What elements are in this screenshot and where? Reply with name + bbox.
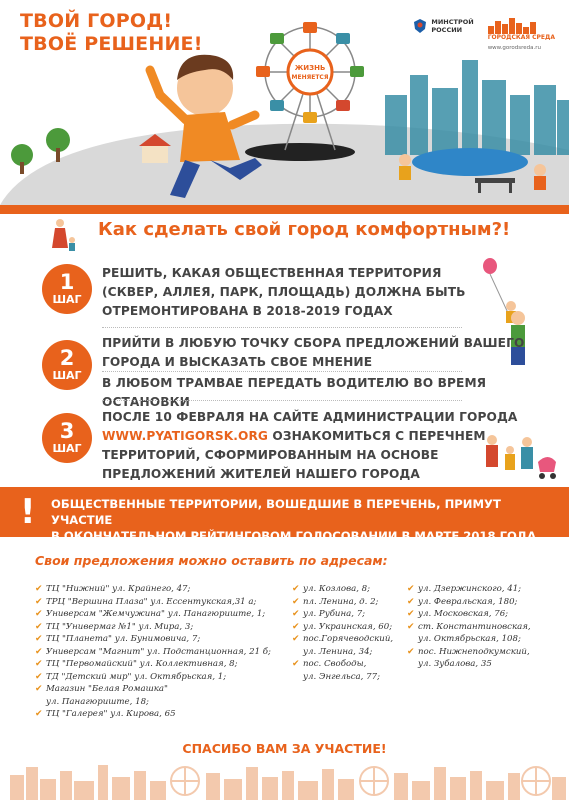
ferris-sign-line2: МЕНЯЕТСЯ — [291, 74, 329, 81]
section-title: Как сделать свой город комфортным?! — [98, 219, 511, 240]
checkmark-icon: ✔ — [292, 621, 300, 632]
address-column-2 — [292, 583, 393, 683]
checkmark-icon: ✔ — [407, 621, 415, 632]
checkmark-icon: ✔ — [292, 634, 300, 644]
step-label: ШАГ — [52, 442, 82, 455]
checkmark-icon: ✔ — [35, 634, 43, 644]
address-item: ✔ ул. Московская, 76; — [407, 609, 509, 619]
address-column-1 — [35, 583, 271, 721]
headline-line2: ТВОЁ РЕШЕНИЕ! — [20, 33, 203, 55]
coat-of-arms-icon — [413, 18, 427, 34]
address-item: ✔ Магазин "Белая Ромашка" — [35, 684, 168, 694]
checkmark-icon: ✔ — [407, 596, 415, 607]
banner-line1: ОБЩЕСТВЕННЫЕ ТЕРРИТОРИИ, ВОШЕДШИЕ В ПЕРЕЧЕНЬ, ПРИМУТ УЧАСТИЕ — [51, 497, 501, 527]
address-item: ✔ пл. Ленина, д. 2; — [292, 596, 379, 607]
step-2-line2: ГОРОДА И ВЫСКАЗАТЬ СВОЕ МНЕНИЕ — [102, 355, 373, 369]
step-1-line3: ОТРЕМОНТИРОВАНА В 2018-2019 ГОДАХ — [102, 304, 393, 318]
step-label: ШАГ — [52, 369, 82, 382]
address-item: ✔ ТЦ "Первомайский" ул. Коллективная, 8; — [35, 659, 238, 669]
checkmark-icon: ✔ — [35, 659, 43, 669]
banner-text — [51, 496, 551, 544]
step-3-text — [102, 408, 517, 484]
address-item: ✔ пос. Свободы, — [292, 659, 367, 669]
step-number: 3 — [59, 419, 75, 443]
address-item: ✔ ул. Февральская, 180; — [407, 596, 518, 607]
addresses-title: Свои предложения можно оставить по адресам: — [35, 553, 388, 568]
step-1-badge — [42, 264, 92, 314]
checkmark-icon: ✔ — [35, 584, 43, 594]
checkmark-icon: ✔ — [35, 609, 43, 619]
address-item: ✔ Универсам "Магнит" ул. Подстанционная, 21 б; — [35, 646, 271, 657]
address-item: ✔ Универсам "Жемчужина" ул. Панагюриште, 1; — [35, 609, 266, 619]
checkmark-icon: ✔ — [35, 684, 43, 694]
step-3-line1: ПОСЛЕ 10 ФЕВРАЛЯ НА САЙТЕ АДМИНИСТРАЦИИ ГОРОДА — [102, 410, 518, 424]
step-2-text — [102, 334, 524, 372]
address-item: ✔ ул. Украинская, 60; — [292, 621, 393, 632]
logos — [413, 18, 555, 51]
headline — [20, 10, 203, 56]
checkmark-icon: ✔ — [35, 709, 43, 719]
address-item: ✔ ул. Рубина, 7; — [292, 609, 366, 619]
address-item: ✔ ТЦ "Универмаг №1" ул. Мира, 3; — [35, 621, 194, 632]
step-3-line3: ТЕРРИТОРИЙ, СФОРМИРОВАННЫМ НА ОСНОВЕ — [102, 448, 439, 462]
step-2-line3: В ЛЮБОМ ТРАМВАЕ ПЕРЕДАТЬ ВОДИТЕЛЮ ВО ВРЕМЯ ОСТАНОВКИ — [102, 376, 487, 409]
step-1-line1: РЕШИТЬ, КАКАЯ ОБЩЕСТВЕННАЯ ТЕРРИТОРИЯ — [102, 266, 442, 280]
checkmark-icon: ✔ — [35, 596, 43, 607]
address-continuation: ул. Энгельса, 77; — [303, 671, 380, 682]
divider — [102, 327, 462, 328]
step-3-badge — [42, 413, 92, 463]
address-continuation: ул. Панагюриште, 18; — [46, 696, 149, 707]
checkmark-icon: ✔ — [292, 609, 300, 619]
address-item: ✔ ст. Константиновская, — [407, 621, 531, 632]
step-label: ШАГ — [52, 293, 82, 306]
address-item: ✔ ул. Козлова, 8; — [292, 584, 371, 594]
step-2-text-tram — [102, 374, 569, 412]
step-1-text — [102, 264, 466, 321]
divider — [102, 400, 462, 401]
address-item: ✔ ТД "Детский мир" ул. Октябрьская, 1; — [35, 671, 227, 682]
banner-line2: В ОКОНЧАТЕЛЬНОМ РЕЙТИНГОВОМ ГОЛОСОВАНИИ В МАРТЕ 2018 ГОДА. — [51, 529, 541, 543]
address-column-3 — [407, 583, 531, 671]
address-item: ✔ ТЦ "Галерея" ул. Кирова, 65 — [35, 709, 176, 719]
ministry-line2: РОССИИ — [431, 26, 463, 34]
address-continuation: ул. Зубалова, 35 — [418, 659, 492, 669]
divider — [102, 371, 462, 372]
notice-banner — [0, 487, 569, 543]
step-number: 2 — [59, 346, 75, 370]
address-item: ✔ ТЦ "Планета" ул. Бунимовича, 7; — [35, 634, 201, 644]
step-3-line2 — [102, 427, 517, 446]
checkmark-icon: ✔ — [407, 646, 415, 657]
address-continuation: ул. Ленина, 34; — [303, 646, 373, 657]
address-item: ✔ пос.Горячеводский, — [292, 634, 394, 644]
thanks-text: СПАСИБО ВАМ ЗА УЧАСТИЕ! — [182, 741, 387, 756]
gs-name: ГОРОДСКАЯ СРЕДА — [487, 34, 555, 41]
checkmark-icon: ✔ — [292, 596, 300, 607]
gorodskaya-sreda-logo — [488, 18, 555, 51]
checkmark-icon: ✔ — [35, 671, 43, 682]
city-skyline-icon — [488, 18, 536, 34]
address-item: ✔ пос. Нижнеподкумский, — [407, 646, 530, 657]
woman-child-illustration — [48, 218, 78, 254]
step-1-line2: (СКВЕР, АЛЛЕЯ, ПАРК, ПЛОЩАДЬ) ДОЛЖНА БЫТЬ — [102, 285, 466, 299]
headline-line1: ТВОЙ ГОРОД! — [20, 10, 173, 32]
checkmark-icon: ✔ — [292, 584, 300, 594]
checkmark-icon: ✔ — [35, 621, 43, 632]
step-2-badge — [42, 340, 92, 390]
ferris-sign-line1: ЖИЗНЬ — [294, 64, 326, 72]
address-item: ✔ ТРЦ "Вершина Плаза" ул. Ессентукская,31 а; — [35, 596, 257, 607]
checkmark-icon: ✔ — [407, 609, 415, 619]
checkmark-icon: ✔ — [35, 646, 43, 657]
step-2-line1: ПРИЙТИ В ЛЮБУЮ ТОЧКУ СБОРА ПРЕДЛОЖЕНИЙ ВАШЕГО — [102, 336, 525, 350]
footer-skyline-illustration — [0, 757, 569, 800]
ministry-logo — [413, 18, 473, 34]
ministry-line1: МИНСТРОЙ — [431, 18, 474, 26]
orange-divider — [0, 205, 569, 214]
address-continuation: ул. Октябрьская, 108; — [418, 634, 521, 644]
address-item: ✔ ТЦ "Нижний" ул. Крайнего, 47; — [35, 584, 191, 594]
header-illustration — [0, 0, 569, 205]
address-item: ✔ ул. Дзержинского, 41; — [407, 584, 522, 594]
step-3-line4: ПРЕДЛОЖЕНИЙ ЖИТЕЛЕЙ НАШЕГО ГОРОДА — [102, 467, 420, 481]
checkmark-icon: ✔ — [407, 584, 415, 594]
site-link[interactable]: WWW.PYATIGORSK.ORG — [102, 429, 269, 443]
exclamation-icon: ! — [20, 492, 36, 532]
checkmark-icon: ✔ — [292, 659, 300, 669]
step-number: 1 — [59, 270, 75, 294]
step-3-line2-rest: ОЗНАКОМИТЬСЯ С ПЕРЕЧНЕМ — [268, 429, 486, 443]
gs-url: www.gorodsreda.ru — [487, 45, 542, 51]
